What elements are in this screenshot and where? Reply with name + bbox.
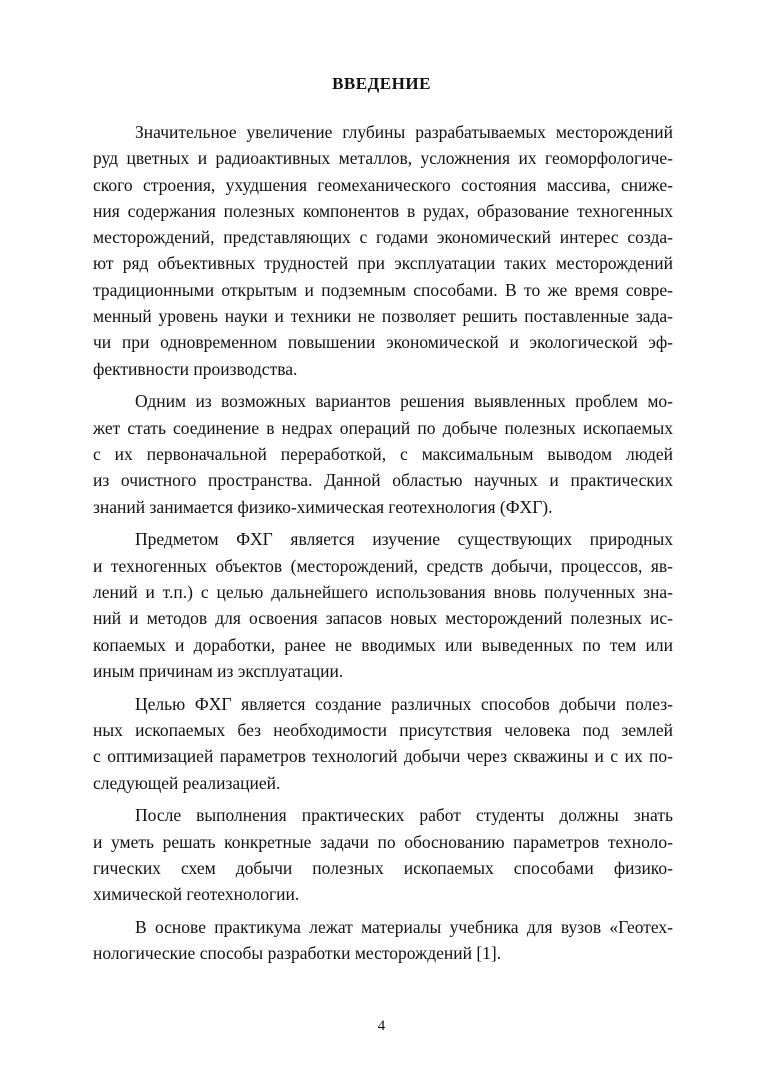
text-line: ского строения, ухудшения геомеханического состояния массива, сниже-: [93, 174, 673, 195]
text-line: жет стать соединение в недрах операций по добыче полезных ископаемых: [93, 417, 673, 438]
text-line: копаемых и доработки, ранее не вводимых или выведенных по тем или: [93, 634, 673, 655]
paragraph: [93, 802, 673, 907]
text-line: из очистного пространства. Данной областью научных и практических: [93, 470, 673, 491]
text-line: химической геотехнологии.: [93, 884, 300, 905]
text-line: и техногенных объектов (месторождений, средств добычи, процессов, яв-: [93, 555, 673, 576]
page-title: ВВЕДЕНИЕ: [332, 74, 431, 93]
text-line: месторождений, представляющих с годами экономический интерес созда-: [93, 227, 673, 248]
text-line: следующей реализацией.: [93, 772, 281, 793]
paragraph: [93, 914, 673, 967]
text-line: нологические способы разработки месторождений [1].: [93, 943, 502, 964]
text-line: После выполнения практических работ студенты должны знать: [135, 805, 673, 826]
paragraph: [93, 526, 673, 684]
text-line: В основе практикума лежат материалы учебника для вузов «Геотех-: [135, 917, 673, 938]
text-line: лений и т.п.) с целью дальнейшего использования вновь полученных зна-: [93, 582, 673, 603]
paragraph: [93, 691, 673, 796]
text-line: ний и методов для освоения запасов новых месторождений полезных ис-: [93, 608, 673, 629]
text-line: с оптимизацией параметров технологий добычи через скважины и с их по-: [93, 746, 673, 767]
text-line: ных ископаемых без необходимости присутствия человека под землей: [93, 720, 673, 741]
text-line: Целью ФХГ является создание различных способов добычи полез-: [135, 693, 673, 714]
text-line: менный уровень науки и техники не позволяет решить поставленные зада-: [93, 306, 673, 327]
text-line: и уметь решать конкретные задачи по обоснованию параметров техноло-: [93, 831, 673, 852]
text-line: Предметом ФХГ является изучение существующих природных: [135, 529, 673, 550]
text-line: ют ряд объективных трудностей при эксплуатации таких месторождений: [93, 253, 673, 274]
text-line: Значительное увеличение глубины разрабатываемых месторождений: [135, 122, 673, 142]
text-line: чи при одновременном повышении экономической и экологической эф-: [93, 332, 673, 353]
text-line: ния содержания полезных компонентов в рудах, образование техногенных: [93, 200, 673, 221]
paragraph: [93, 388, 673, 519]
text-line: Одним из возможных вариантов решения выявленных проблем мо-: [135, 391, 673, 412]
text-line: традиционными открытым и подземным способами. В то же время совре-: [93, 279, 673, 300]
paragraph: [93, 119, 673, 382]
text-line: с их первоначальной переработкой, с максимальным выводом людей: [93, 444, 673, 465]
text-line: гических схем добычи полезных ископаемых способами физико-: [93, 858, 673, 879]
text-line: фективности производства.: [93, 358, 298, 379]
text-line: руд цветных и радиоактивных металлов, усложнения их геоморфологиче-: [93, 148, 673, 169]
page-number: 4: [377, 1018, 386, 1034]
document-body: [93, 119, 673, 967]
text-line: иным причинам из эксплуатации.: [93, 660, 344, 681]
text-line: знаний занимается физико-химическая геотехнология (ФХГ).: [93, 496, 553, 517]
